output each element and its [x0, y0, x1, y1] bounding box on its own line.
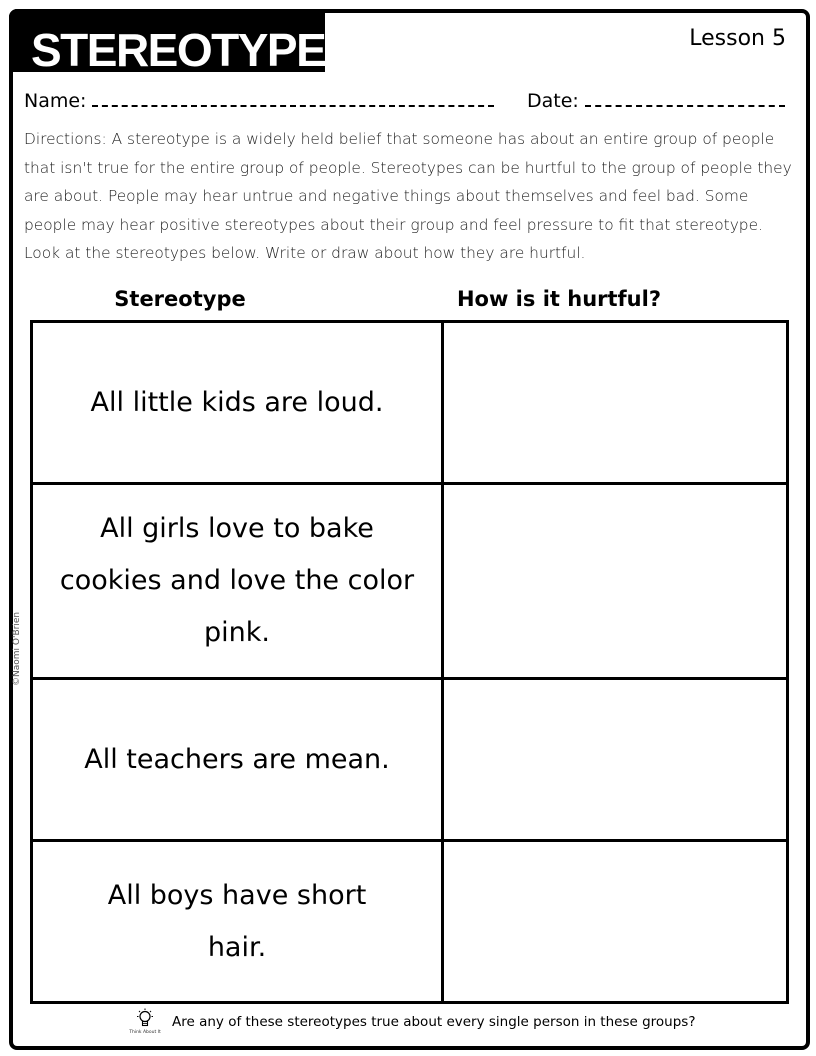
column-header-hurtful: How is it hurtful?	[456, 287, 662, 311]
page-title: STEREOTYPES	[31, 24, 355, 76]
stereotype-cell: All little kids are loud.	[32, 322, 443, 484]
answer-cell[interactable]	[443, 841, 788, 1003]
directions-text: Directions: A stereotype is a widely held belief that someone has about an entire group of people that isn't true for the entire group of people. Stereotypes can be hurtful to the group of people they are about. People may hear untrue and negative things about themselves and feel bad. Some people may hear positive stereotypes about their group and feel pressure to fit that stereotype. Look at the stereotypes below. Write or draw about how they are hurtful.	[24, 130, 792, 263]
copyright-text: ©Naomi O'Brien	[12, 611, 22, 686]
lesson-label: Lesson 5	[689, 26, 786, 51]
title-banner	[9, 9, 355, 76]
stereotype-table	[30, 320, 789, 1004]
stereotype-cell: All boys have short hair.	[32, 841, 443, 1003]
name-field-row	[24, 88, 494, 114]
think-about-it-caption: Think About It	[129, 1030, 161, 1035]
name-label: Name:	[24, 90, 87, 112]
answer-cell[interactable]	[443, 322, 788, 484]
stereotype-cell: All girls love to bake cookies and love the color pink.	[32, 484, 443, 679]
column-header-stereotype: Stereotype	[114, 287, 246, 311]
date-field[interactable]	[585, 89, 785, 107]
date-field-row	[527, 88, 785, 114]
think-about-it-badge	[130, 1008, 160, 1035]
table-row	[32, 679, 788, 841]
stereotype-cell: All teachers are mean.	[32, 679, 443, 841]
name-field[interactable]	[92, 89, 494, 107]
footer-prompt	[130, 1008, 696, 1035]
table-row	[32, 841, 788, 1003]
lightbulb-icon	[134, 1008, 156, 1030]
table-row	[32, 484, 788, 679]
answer-cell[interactable]	[443, 679, 788, 841]
table-row	[32, 322, 788, 484]
footer-question: Are any of these stereotypes true about every single person in these groups?	[172, 1013, 696, 1030]
answer-cell[interactable]	[443, 484, 788, 679]
date-label: Date:	[527, 90, 579, 112]
